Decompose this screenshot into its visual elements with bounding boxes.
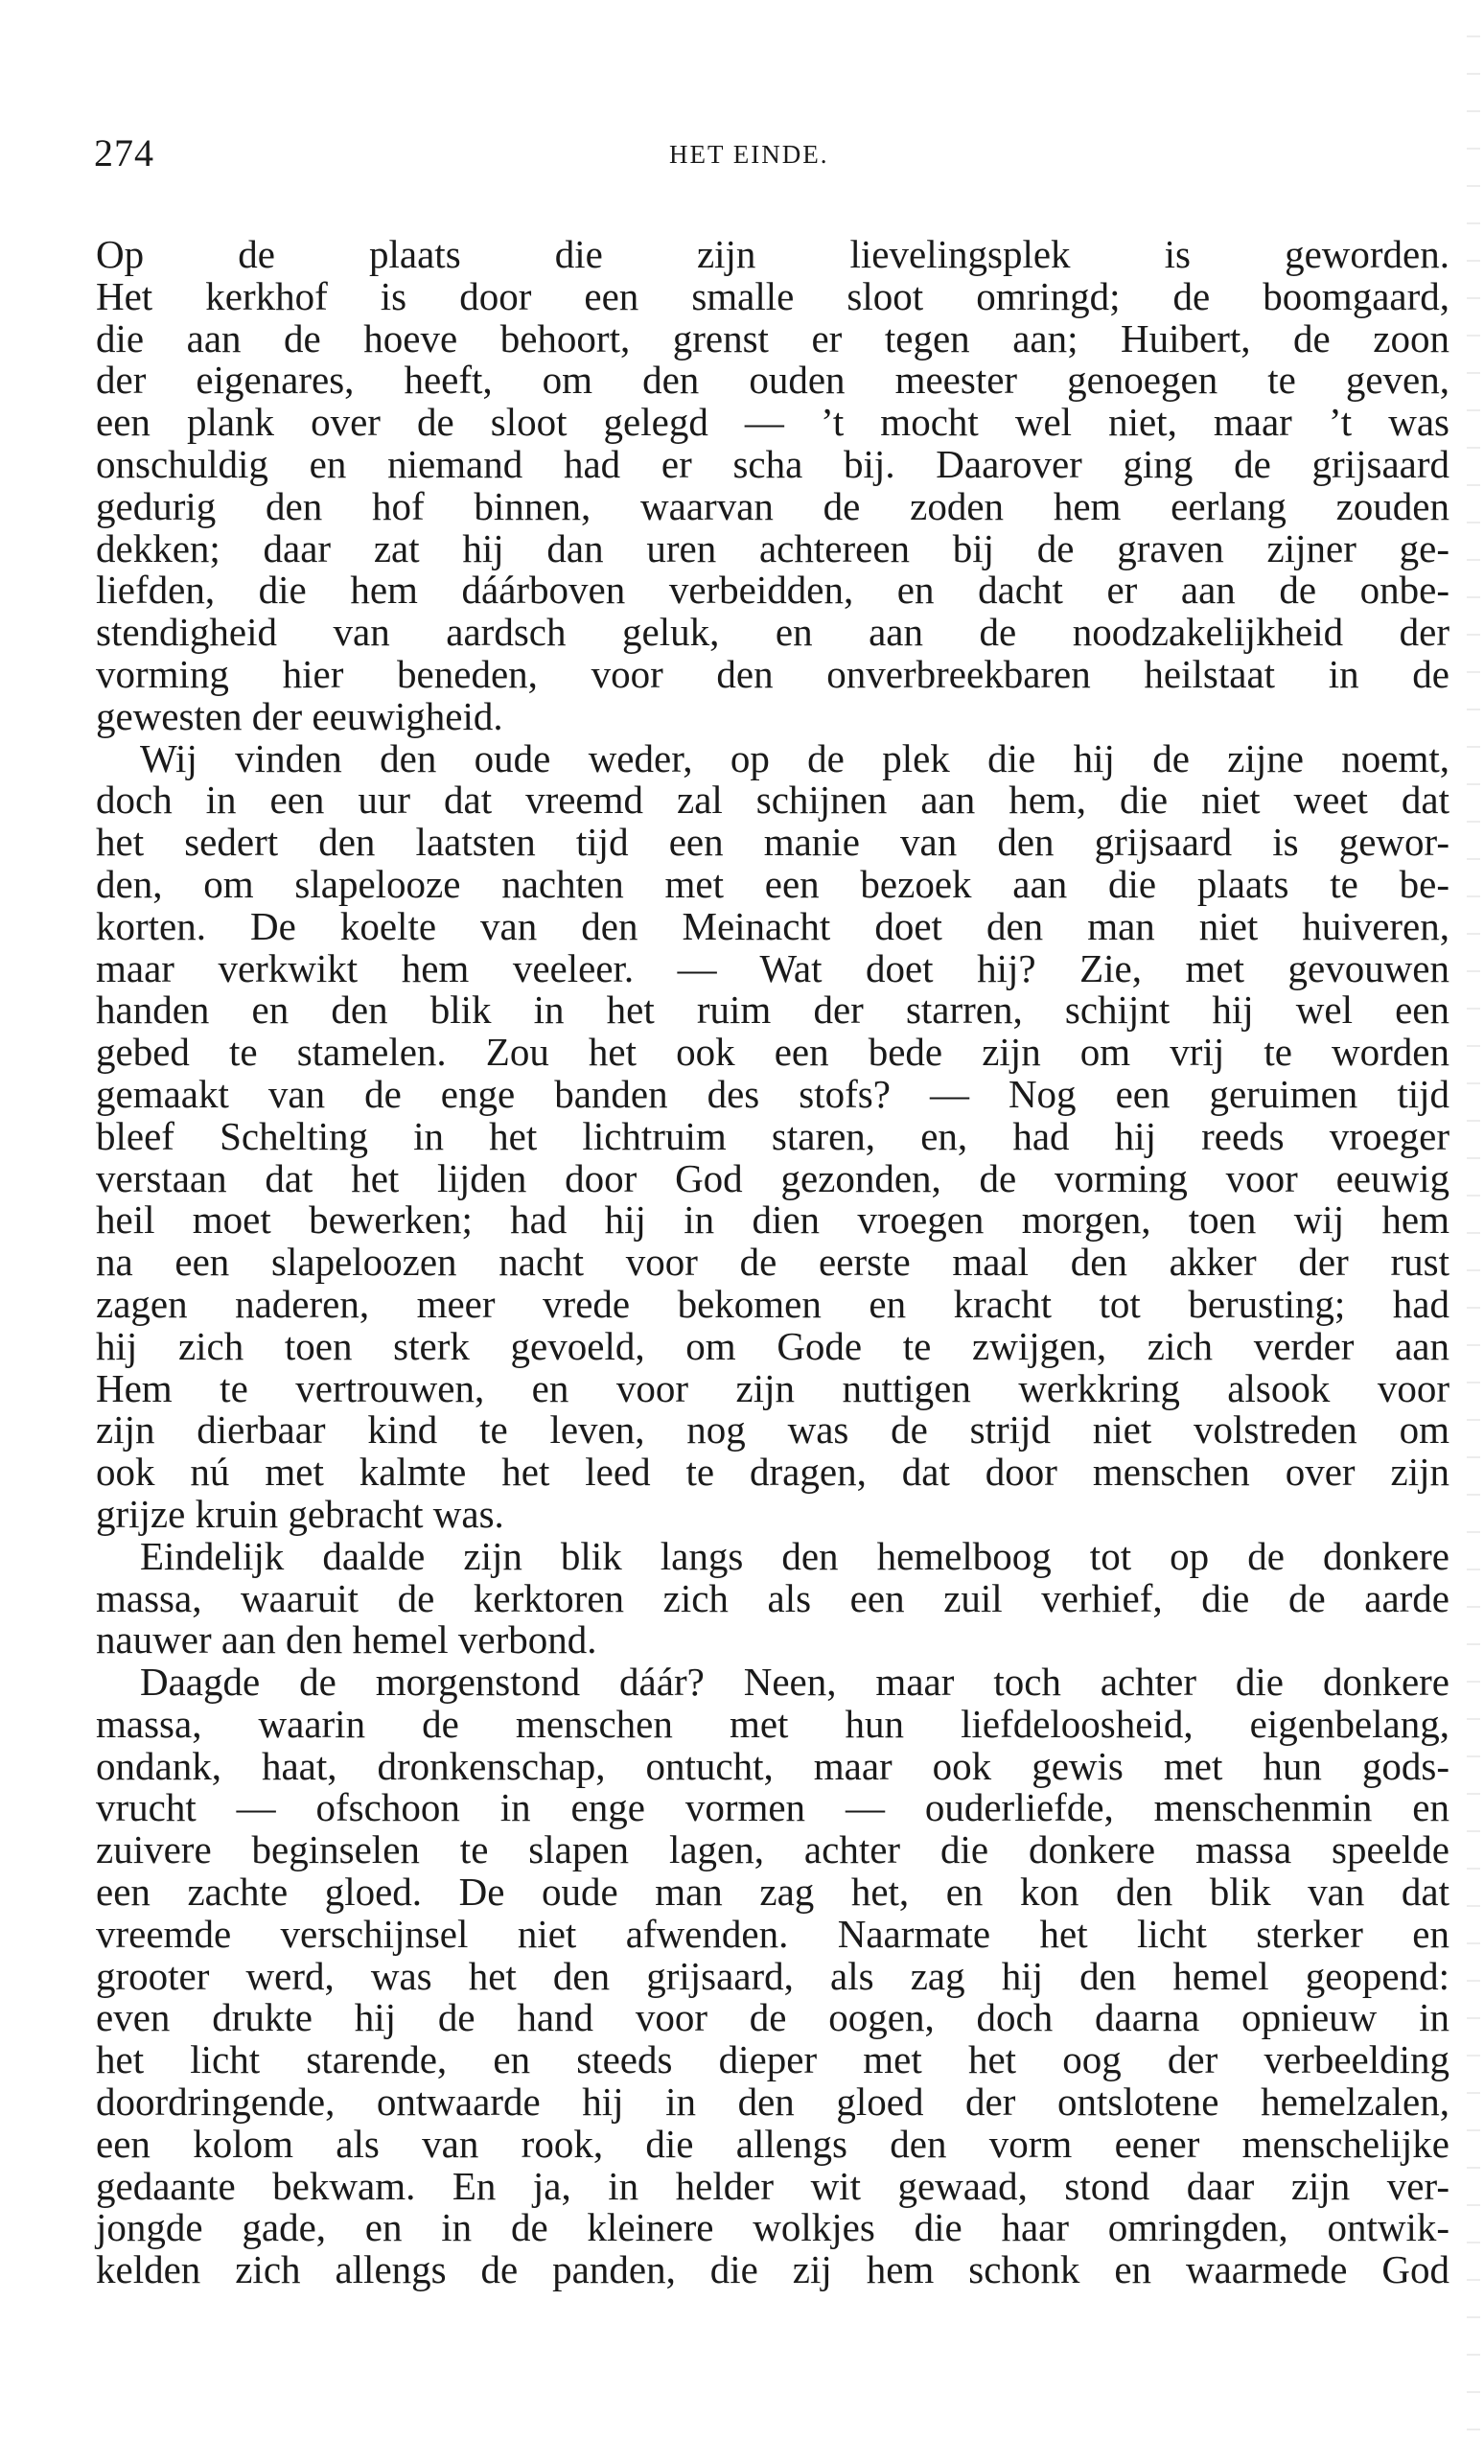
text-line: vrucht — ofschoon in enge vormen — ouderliefde, menschenmin en <box>96 1785 1449 1830</box>
text-line: heil moet bewerken; had hij in dien vroegen morgen, toen wij hem <box>96 1197 1449 1243</box>
body-text <box>96 234 1449 2291</box>
text-line: bleef Schelting in het lichtruim staren, en, had hij reeds vroeger <box>96 1113 1449 1158</box>
text-line: hij zich toen sterk gevoeld, om Gode te zwijgen, zich verder aan <box>96 1323 1449 1368</box>
text-line: een plank over de sloot gelegd — ’t mocht wel niet, maar ’t was <box>96 400 1449 445</box>
text-line: even drukte hij de hand voor de oogen, doch daarna opnieuw in <box>96 1995 1449 2040</box>
text-line: jongde gade, en in de kleinere wolkjes die haar omringden, ontwik- <box>96 2205 1449 2250</box>
text-line: na een slapeloozen nacht voor de eerste maal den akker der rust <box>96 1240 1449 1285</box>
text-line: maar verkwikt hem veeleer. — Wat doet hij? Zie, met gevouwen <box>96 945 1449 990</box>
text-line: zijn dierbaar kind te leven, nog was de strijd niet volstreden om <box>96 1407 1449 1453</box>
text-line: Daagde de morgenstond dáár? Neen, maar toch achter die donkere <box>140 1660 1449 1705</box>
page-edge-scan-marks <box>1467 0 1480 2464</box>
text-line: kelden zich allengs de panden, die zij hem schonk en waarmede God <box>96 2247 1449 2292</box>
text-line: doordringende, ontwaarde hij in den gloed der ontslotene hemelzalen, <box>96 2080 1449 2125</box>
text-line: liefden, die hem dáárboven verbeidden, en dacht er aan de onbe- <box>96 568 1449 613</box>
text-line: stendigheid van aardsch geluk, en aan de noodzakelijkheid der <box>96 610 1449 655</box>
text-line: vorming hier beneden, voor den onverbreekbaren heilstaat in de <box>96 651 1449 696</box>
text-line: vreemde verschijnsel niet afwenden. Naarmate het licht sterker en <box>96 1911 1449 1956</box>
text-line: Hem te vertrouwen, en voor zijn nuttigen werkkring alsook voor <box>96 1365 1449 1410</box>
text-line: Het kerkhof is door een smalle sloot omringd; de boomgaard, <box>96 273 1449 318</box>
text-line: een kolom als van rook, die allengs den vorm eener menschelijke <box>96 2121 1449 2166</box>
text-line: ook nú met kalmte het leed te dragen, dat door menschen over zijn <box>96 1450 1449 1495</box>
text-line: grijze kruin gebracht was. <box>96 1491 504 1536</box>
text-line: een zachte gloed. De oude man zag het, en kon den blik van dat <box>96 1870 1449 1915</box>
text-line: handen en den blik in het ruim der starren, schijnt hij wel een <box>96 988 1449 1033</box>
text-line: nauwer aan den hemel verbond. <box>96 1617 597 1662</box>
running-head <box>94 130 1448 178</box>
text-line: Op de plaats die zijn lievelingsplek is geworden. <box>96 232 1449 276</box>
text-line: massa, waarin de menschen met hun liefdeloosheid, eigenbelang, <box>96 1701 1449 1746</box>
text-line: zagen naderen, meer vrede bekomen en kracht tot berusting; had <box>96 1281 1449 1326</box>
text-line: Wij vinden den oude weder, op de plek die hij de zijne noemt, <box>140 735 1449 780</box>
text-line: gebed te stamelen. Zou het ook een bede zijn om vrij te worden <box>96 1030 1449 1075</box>
text-line: het licht starende, en steeds dieper met het oog der verbeelding <box>96 2037 1449 2082</box>
text-line: gewesten der eeuwigheid. <box>96 693 503 738</box>
text-line: ondank, haat, dronkenschap, ontucht, maar ook gewis met hun gods- <box>96 1743 1449 1788</box>
text-line: doch in een uur dat vreemd zal schijnen aan hem, die niet weet dat <box>96 778 1449 823</box>
text-line: gedaante bekwam. En ja, in helder wit gewaad, stond daar zijn ver- <box>96 2163 1449 2208</box>
text-line: die aan de hoeve behoort, grenst er tegen aan; Huibert, de zoon <box>96 315 1449 360</box>
text-line: der eigenares, heeft, om den ouden meester genoegen te geven, <box>96 358 1449 403</box>
text-line: zuivere beginselen te slapen lagen, achter die donkere massa speelde <box>96 1827 1449 1872</box>
text-line: korten. De koelte van den Meinacht doet den man niet huiveren, <box>96 903 1449 948</box>
text-line: onschuldig en niemand had er scha bij. Daarover ging de grijsaard <box>96 441 1449 486</box>
text-line: dekken; daar zat hij dan uren achtereen bij de graven zijner ge- <box>96 525 1449 570</box>
text-line: massa, waaruit de kerktoren zich als een zuil verhief, die de aarde <box>96 1575 1449 1620</box>
running-title: HET EINDE. <box>669 140 829 169</box>
text-line: verstaan dat het lijden door God gezonden, de vorming voor eeuwig <box>96 1155 1449 1200</box>
page-number: 274 <box>94 131 154 174</box>
text-line: den, om slapelooze nachten met een bezoek aan die plaats te be- <box>96 861 1449 906</box>
text-line: Eindelijk daalde zijn blik langs den hemelboog tot op de donkere <box>140 1533 1449 1578</box>
text-line: grooter werd, was het den grijsaard, als zag hij den hemel geopend: <box>96 1953 1449 1998</box>
text-line: gemaakt van de enge banden des stofs? — Nog een geruimen tijd <box>96 1071 1449 1116</box>
text-line: gedurig den hof binnen, waarvan de zoden hem eerlang zouden <box>96 483 1449 528</box>
text-line: het sedert den laatsten tijd een manie van den grijsaard is gewor- <box>96 820 1449 865</box>
